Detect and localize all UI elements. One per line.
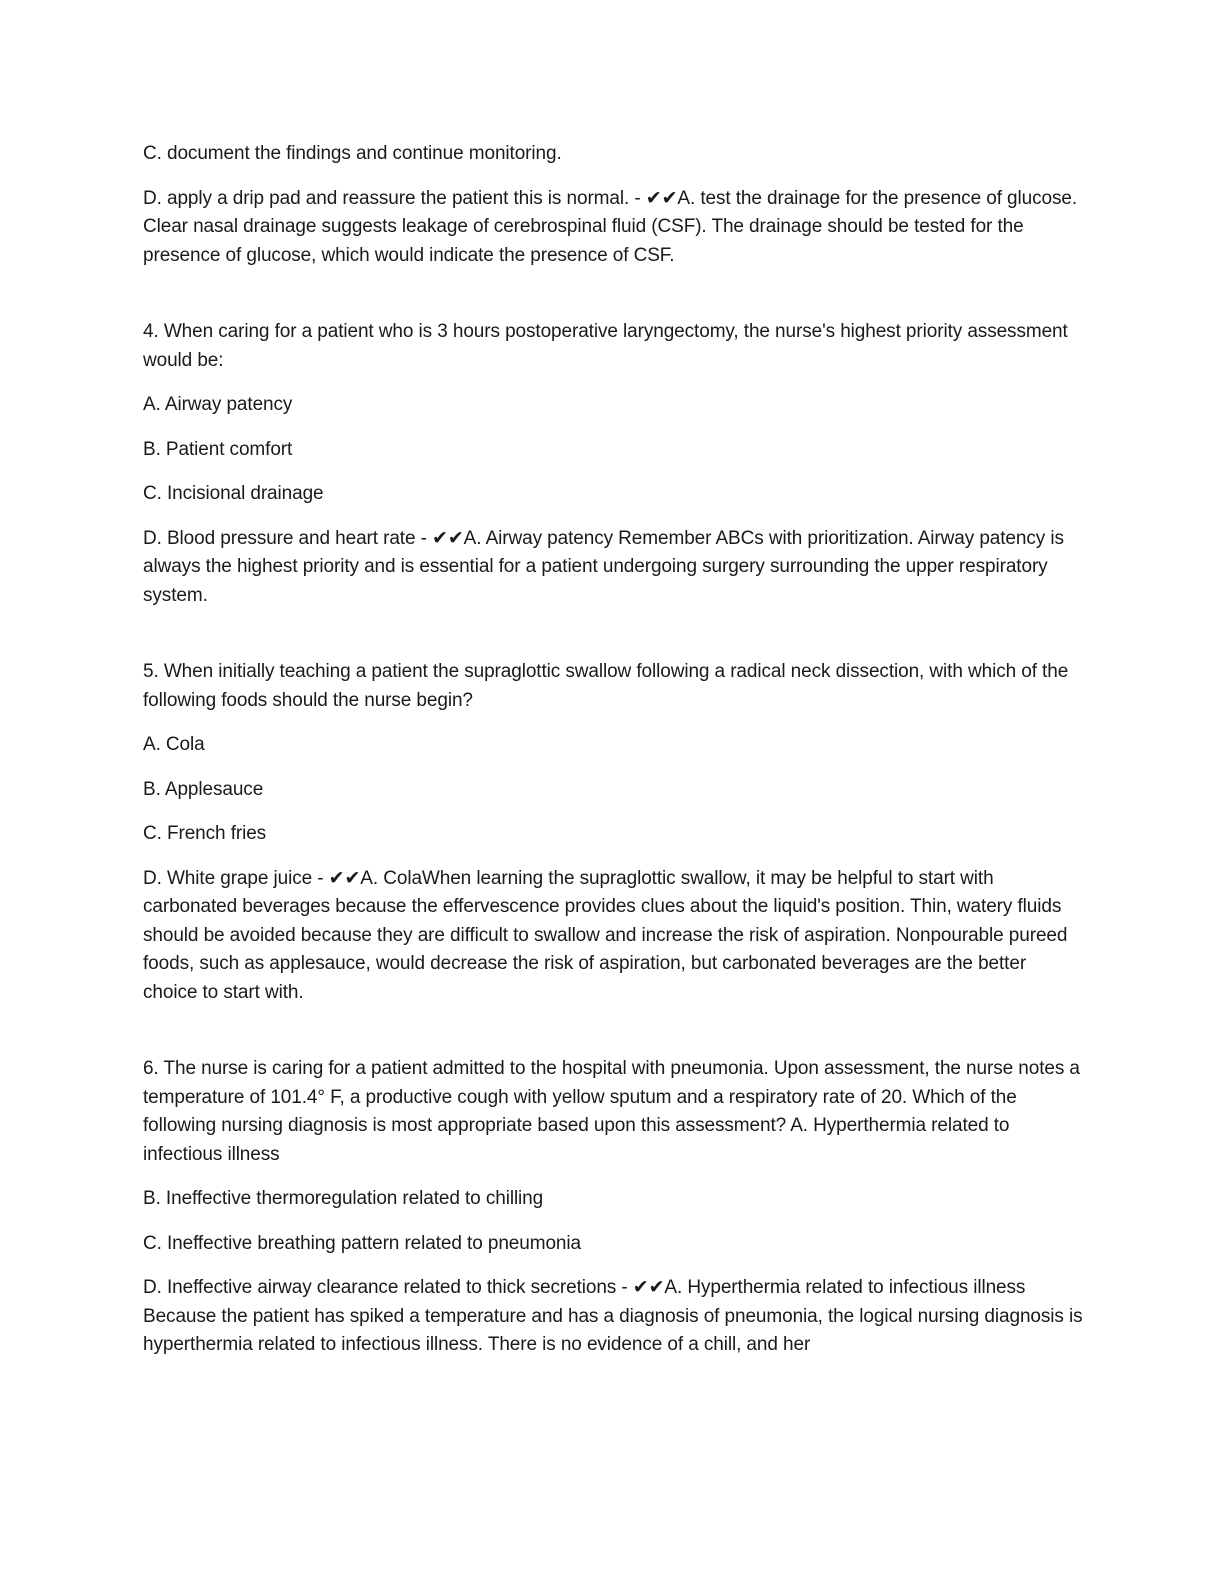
answer-q4: D. Blood pressure and heart rate - ✔✔A. Airway patency Remember ABCs with prioritization. Airway patency is always the highest priority and is essential for a patient undergoing surgery surrounding the upper respiratory system. bbox=[143, 527, 1064, 606]
option-c-q3: C. document the findings and continue monitoring. bbox=[143, 143, 562, 164]
question-4: 4. When caring for a patient who is 3 hours postoperative laryngectomy, the nurse's highest priority assessment would be: bbox=[143, 321, 1068, 371]
option-a-q5: A. Cola bbox=[143, 734, 205, 755]
option-b-q5: B. Applesauce bbox=[143, 778, 264, 800]
question-5: 5. When initially teaching a patient the supraglottic swallow following a radical neck dissection, with which of the following foods should the nurse begin? bbox=[143, 661, 1069, 711]
answer-q6: D. Ineffective airway clearance related to thick secretions - ✔✔A. Hyperthermia related to infectious illness Because the patient has spiked a temperature and has a diagnosis of pneumonia, the logical nursing diagnosis is hyperthermia related to infectious illness. There is no evidence of a chill, and her bbox=[143, 1277, 1083, 1355]
answer-q5: D. White grape juice - ✔✔A. ColaWhen learning the supraglottic swallow, it may be helpful to start with carbonated beverages because the effervescence provides clues about the liquid's position. Thin, watery fluids should be avoided because they are difficult to swallow and increase the risk of aspiration. Nonpourable pureed foods, such as applesauce, would decrease the risk of aspiration, but carbonated beverages are the better choice to start with. bbox=[143, 867, 1068, 1003]
option-c-q5: C. French fries bbox=[143, 823, 267, 844]
option-b-q6: B. Ineffective thermoregulation related to chilling bbox=[143, 1188, 544, 1209]
answer-q3: D. apply a drip pad and reassure the patient this is normal. - ✔✔A. test the drainage for the presence of glucose. Clear nasal drainage suggests leakage of cerebrospinal fluid (CSF). The drainage should be tested for the presence of glucose, which would indicate the presence of CSF. bbox=[143, 187, 1078, 266]
option-c-q4: C. Incisional drainage bbox=[143, 483, 324, 504]
option-b-q4: B. Patient comfort bbox=[143, 438, 293, 460]
question-6: 6. The nurse is caring for a patient admitted to the hospital with pneumonia. Upon assessment, the nurse notes a temperature of 101.4° F, a productive cough with yellow sputum and a respiratory rate of 20. Which of the following nursing diagnosis is most appropriate based upon this assessment? A. Hyperthermia related to infectious illness bbox=[143, 1058, 1080, 1165]
option-c-q6: C. Ineffective breathing pattern related to pneumonia bbox=[143, 1232, 581, 1254]
option-a-q4: A. Airway patency bbox=[143, 394, 293, 415]
document-page bbox=[143, 140, 1083, 1360]
